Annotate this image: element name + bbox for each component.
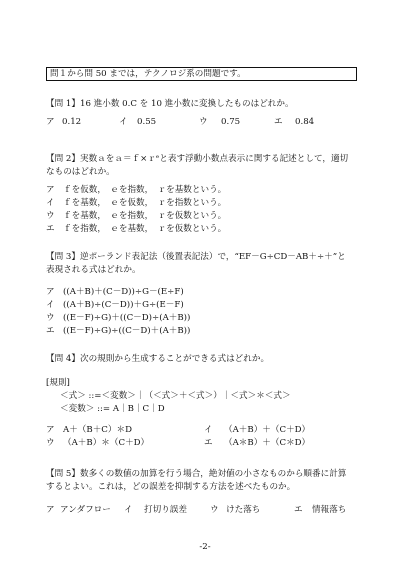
q5-options	[46, 505, 376, 516]
q2-option-a-key: ア	[46, 185, 55, 195]
q3-stem-line2: 表現される式はどれか。	[46, 265, 141, 275]
q3-option-d-key: エ	[46, 326, 55, 336]
q5-option-c-key: ウ	[210, 505, 219, 515]
q3-option-c-text: ((E－F)÷G)＋((C－D)÷(A＋B))	[63, 313, 191, 323]
q3-option-b-key: イ	[46, 300, 55, 310]
q1-option-d-text: 0.84	[295, 117, 315, 127]
q4-option-a-text: A＋（B＋C）＊D	[63, 425, 132, 435]
q4-options-row2	[46, 438, 376, 449]
q2-option-c-key: ウ	[46, 211, 55, 221]
page-number: -2-	[199, 542, 211, 552]
q2-option-c-text: ｆを基数， ｅを指数， ｒを仮数という。	[63, 211, 227, 221]
section-banner: 問１から問 50 までは，テクノロジ系の問題です。	[46, 67, 357, 81]
q4-option-b-text: （A＋B）＋（C＋D）	[224, 425, 311, 435]
q2-option-a-text: ｆを仮数， ｅを指数， ｒを基数という。	[63, 185, 227, 195]
q4-option-a-key: ア	[46, 425, 55, 435]
q5-option-c-text: けた落ち	[226, 505, 261, 515]
q4-rule-variable: ＜変数＞ ::= A｜B｜C｜D	[60, 404, 165, 414]
q3-option-a	[46, 287, 346, 298]
q3-option-b	[46, 300, 346, 311]
q4-option-c-key: ウ	[46, 438, 55, 448]
q5-option-a-key: ア	[46, 505, 55, 515]
q3-option-c-key: ウ	[46, 313, 55, 323]
q3-option-d-text: ((E－F)÷G)÷((C－D)＋(A＋B))	[63, 326, 191, 336]
q2-option-a	[46, 185, 346, 196]
q4-rules-title: [規則]	[46, 378, 70, 388]
q5-stem-line2: するとよい。これは，どの誤差を抑制する方法を述べたものか。	[46, 482, 296, 492]
q2-stem-line1: 【問 2】実数ａをａ＝ｆ×ｒᵉと表す浮動小数点表示に関する記述として，適切	[46, 154, 349, 164]
q4-option-c-text: （A＋B）＊（C＋D）	[63, 438, 150, 448]
q1-stem: 【問 1】16 進小数 0.C を 10 進小数に変換したものはどれか。	[46, 99, 294, 109]
q4-stem: 【問 4】次の規則から生成することができる式はどれか。	[46, 354, 270, 364]
q2-option-c	[46, 211, 346, 222]
q2-stem-line2: なものはどれか。	[46, 167, 115, 177]
q2-option-b	[46, 198, 346, 209]
q3-option-b-text: ((A＋B)÷(C－D))＋G÷(E－F)	[63, 300, 184, 310]
q4-options-row1	[46, 425, 376, 436]
q5-option-a-text: アンダフロー	[60, 505, 111, 515]
q5-option-d-text: 情報落ち	[312, 505, 347, 515]
q3-stem-line1: 【問 3】逆ポーランド表記法（後置表記法）で，“EF－G÷CD－AB＋÷＋”と	[46, 252, 346, 262]
q2-option-b-text: ｆを基数， ｅを仮数， ｒを指数という。	[63, 198, 227, 208]
q1-option-c-text: 0.75	[221, 117, 241, 127]
q3-option-d	[46, 326, 346, 337]
q1-option-c-key: ウ	[199, 117, 208, 127]
q2-option-d-text: ｆを指数， ｅを基数， ｒを仮数という。	[63, 224, 227, 234]
q4-option-b-key: イ	[204, 425, 213, 435]
q1-option-b-key: イ	[119, 117, 128, 127]
q5-option-b-text: 打切り誤差	[144, 505, 187, 515]
q2-option-d	[46, 224, 346, 235]
q3-option-a-text: ((A＋B)＋(C－D))÷G－(E÷F)	[63, 287, 184, 297]
q3-option-a-key: ア	[46, 287, 55, 297]
q1-option-b-text: 0.55	[137, 117, 157, 127]
q1-option-d-key: エ	[274, 117, 283, 127]
q2-option-b-key: イ	[46, 198, 55, 208]
q4-rule-expression: ＜式＞ ::=＜変数＞｜（＜式＞＋＜式＞）｜＜式＞＊＜式＞	[60, 391, 291, 401]
q1-option-a-text: 0.12	[62, 117, 82, 127]
q2-option-d-key: エ	[46, 224, 55, 234]
q4-option-d-text: （A＊B）＋（C＊D）	[224, 438, 311, 448]
q5-stem-line1: 【問 5】数多くの数値の加算を行う場合，絶対値の小さなものから順番に計算	[46, 469, 347, 479]
q1-option-a-key: ア	[46, 117, 55, 127]
q1-options	[46, 117, 366, 128]
q4-option-d-key: エ	[204, 438, 213, 448]
q3-option-c	[46, 313, 346, 324]
q5-option-b-key: イ	[124, 505, 133, 515]
q5-option-d-key: エ	[294, 505, 303, 515]
